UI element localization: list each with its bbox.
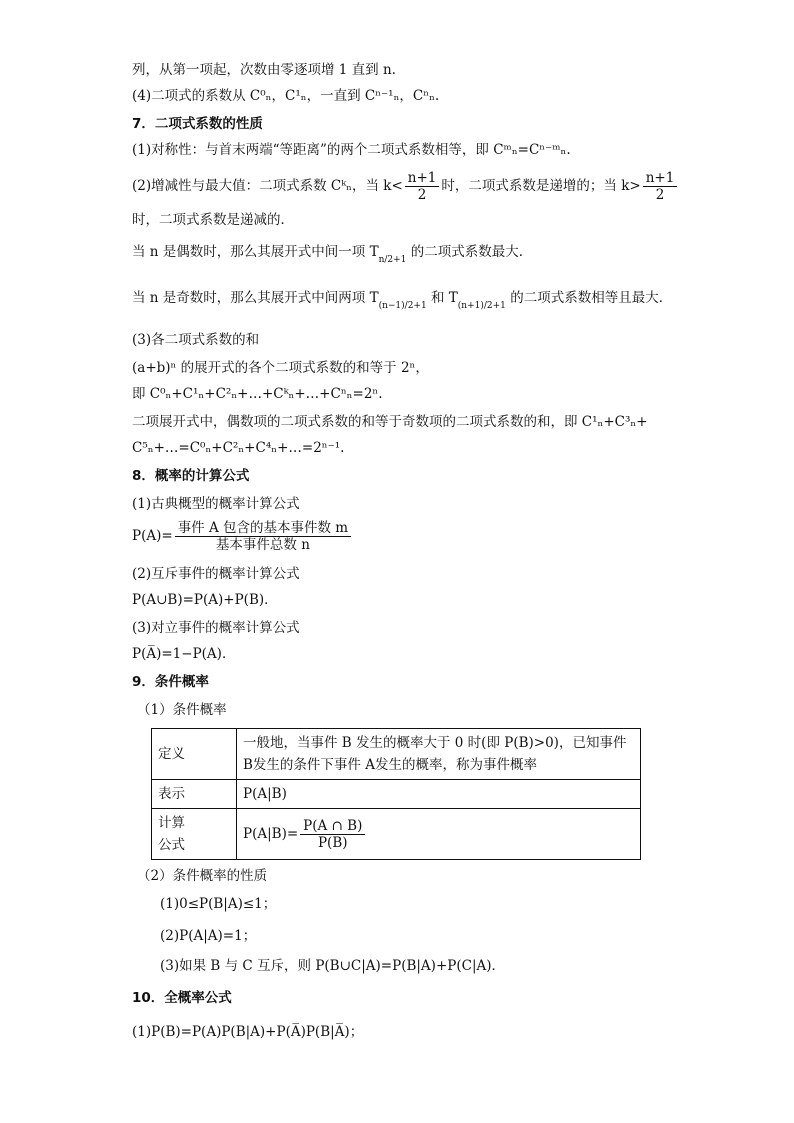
text-line: P(A̅)=1−P(A)． xyxy=(132,646,236,662)
formula-line: P(A)= $\frac{\text{事件 A 包含的基本事件数 m}}{\text{基本事件总数 n}}$ xyxy=(132,520,353,553)
table-cell: 一般地，当事件 B 发生的概率大于 0 时(即 P(B)>0)，已知事件 B发生的条件下事件 A发生的概率，称为事件概率 xyxy=(237,729,641,780)
table-row xyxy=(152,780,641,809)
table-row xyxy=(152,729,641,780)
text-line: 二项展开式中，偶数项的二项式系数的和等于奇数项的二项式系数的和，即 C¹ₙ+C³ₙ+ xyxy=(132,414,648,430)
text-line: C⁵ₙ+…=C⁰ₙ+C²ₙ+C⁴ₙ+…=2ⁿ⁻¹. xyxy=(132,440,345,456)
section-heading-7: 7．二项式系数的性质 xyxy=(132,116,263,132)
text-line: (1)对称性：与首末两端“等距离”的两个二项式系数相等，即 Cᵐₙ=Cⁿ⁻ᵐₙ. xyxy=(132,142,571,158)
table-cell-label: 表示 xyxy=(152,780,237,809)
conditional-probability-table xyxy=(151,728,641,860)
table-row xyxy=(152,809,641,860)
text-line: (1)P(B)=P(A)P(B|A)+P(A̅)P(B|A̅)； xyxy=(132,1024,364,1040)
fraction: $\frac{\text{事件 A 包含的基本事件数 m}}{\text{基本事件总数 n}}$ xyxy=(175,520,351,553)
text-line: (a+b)ⁿ 的展开式的各个二项式系数的和等于 2ⁿ， xyxy=(132,360,429,376)
section-heading-10: 10．全概率公式 xyxy=(132,990,232,1006)
text-line: (3)如果 B 与 C 互斥，则 P(B∪C|A)=P(B|A)+P(C|A)． xyxy=(160,958,506,974)
text-line: (2)P(A|A)=1； xyxy=(160,928,257,944)
text-line: (1)古典概型的概率计算公式 xyxy=(132,496,300,512)
text-line: (4)二项式的系数从 C⁰ₙ，C¹ₙ，一直到 Cⁿ⁻¹ₙ，Cⁿₙ. xyxy=(132,88,440,104)
table-cell: P(A|B)= $\frac{P(A \cap B)}{P(B)}$ xyxy=(237,809,641,860)
text-line: P(A∪B)=P(A)+P(B)． xyxy=(132,592,278,608)
text-line: 列，从第一项起，次数由零逐项增 1 直到 n. xyxy=(132,62,396,78)
fraction: $\frac{P(A \cap B)}{P(B)}$ xyxy=(300,818,365,851)
table-cell: P(A|B) xyxy=(237,780,641,809)
text-line: （1）条件概率 xyxy=(137,702,227,718)
text-line: 时，二项式系数是递减的． xyxy=(132,212,294,228)
text-line: 当 n 是偶数时，那么其展开式中间一项 $T_{n/2+1}$ 的二项式系数最大． xyxy=(132,244,533,265)
text-line: （2）条件概率的性质 xyxy=(137,868,268,884)
text-line: (3)对立事件的概率计算公式 xyxy=(132,620,300,636)
fraction: $\frac{n+1}{2}$ xyxy=(405,170,440,203)
text-line: 即 C⁰ₙ+C¹ₙ+C²ₙ+…+Cᵏₙ+…+Cⁿₙ=2ⁿ. xyxy=(132,386,383,402)
text-line: (1)0≤P(B|A)≤1； xyxy=(160,896,277,912)
text-line: 当 n 是奇数时，那么其展开式中间两项 $T_{(n-1)/2+1}$ 和 $T_{(n+1)/2+1}$ 的二项式系数相等且最大． xyxy=(132,290,673,311)
section-heading-8: 8．概率的计算公式 xyxy=(132,468,250,484)
section-heading-9: 9．条件概率 xyxy=(132,674,209,690)
text-line: (2)互斥事件的概率计算公式 xyxy=(132,566,300,582)
fraction: $\frac{n+1}{2}$ xyxy=(643,170,678,203)
text-line: (2)增减性与最大值：二项式系数 Cᵏₙ，当 k< $\frac{n+1}{2}$ 时，二项式系数是递增的；当 k> $\frac{n+1}{2}$ xyxy=(132,170,679,203)
table-cell-label: 计算 公式 xyxy=(152,809,237,860)
table-cell-label: 定义 xyxy=(152,729,237,780)
text-line: (3)各二项式系数的和 xyxy=(132,332,260,348)
